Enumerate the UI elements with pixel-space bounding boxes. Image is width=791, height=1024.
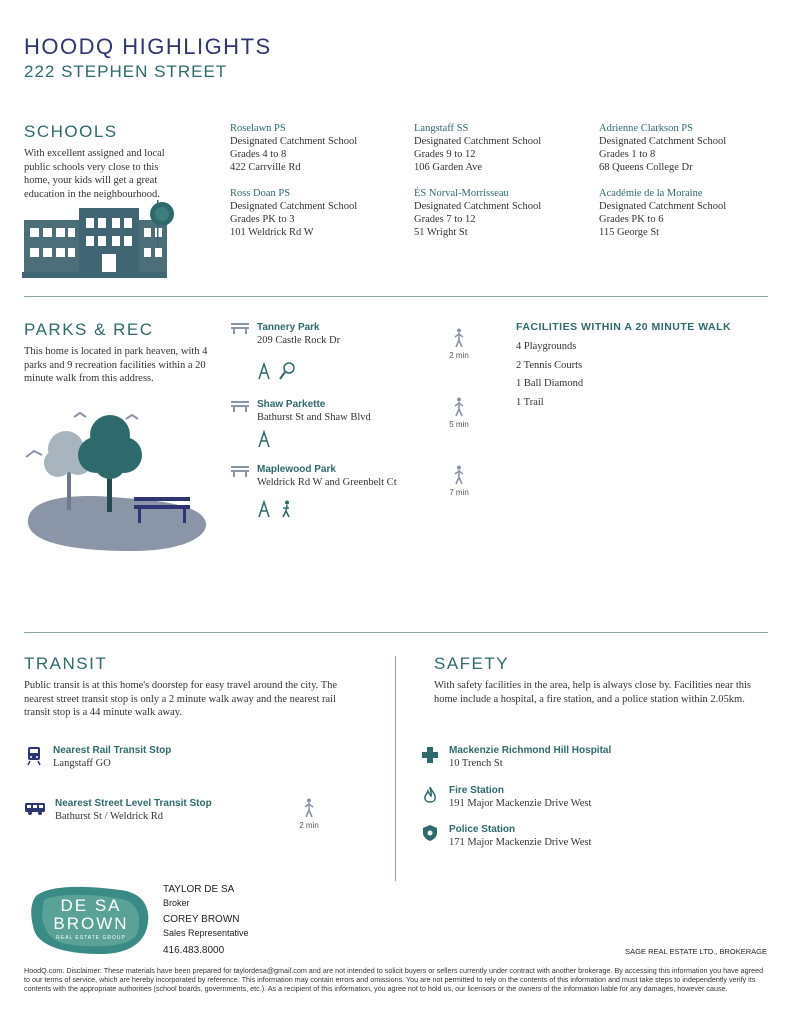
police-badge-icon [423,825,437,841]
brokerage-name: SAGE REAL ESTATE LTD., BROKERAGE [625,947,767,956]
park-address: Bathurst St and Shaw Blvd [257,412,371,423]
school-grades: Grades 9 to 12 [414,149,476,160]
school-address: 68 Queens College Dr [599,162,693,173]
school-building-icon [22,200,182,280]
school-type: Designated Catchment School [599,136,727,147]
agent1-role: Broker [163,898,190,908]
school-card [230,122,400,174]
agent2-name: COREY BROWN [163,914,240,925]
playground-icon [257,362,271,380]
playground-icon [257,430,271,448]
school-address: 101 Weldrick Rd W [230,227,314,238]
bus-icon [25,803,45,815]
park-address: Weldrick Rd W and Greenbelt Ct [257,477,397,488]
school-address: 115 George St [599,227,660,238]
school-card [599,122,769,174]
logo-line1: DE SA [60,896,122,915]
section-divider [24,632,768,633]
transit-intro: Public transit is at this home's doorstep for easy travel around the city. The nearest street transit stop is only a 2 minute walk away and the nearest rail transit stop is a 44 minute walk away. [24,680,338,718]
school-address: 422 Carrville Rd [230,162,301,173]
safety-intro: With safety facilities in the area, help is always close by. Facilities near this home include a hospital, a fire station, and a police station within 2.05km. [434,680,752,705]
facility-item: 2 Tennis Courts [516,360,583,371]
school-card [414,187,584,239]
park-name: Tannery Park [257,322,320,333]
street-transit-value: Bathurst St / Weldrick Rd [55,811,164,822]
fire-icon [424,787,436,804]
school-address: 51 Wright St [414,227,468,238]
school-grades: Grades 7 to 12 [414,214,476,225]
school-type: Designated Catchment School [230,136,358,147]
walking-icon [303,798,315,818]
school-name: Langstaff SS [414,123,469,134]
walking-icon [453,328,465,348]
trail-icon [280,500,292,518]
transit-heading: TRANSIT [24,654,108,673]
facility-item: 1 Ball Diamond [516,378,584,389]
parks-intro: This home is located in park heaven, with 4 parks and 9 recreation facilities within a 20 minute walk from this address. [24,346,208,384]
school-grades: Grades 4 to 8 [230,149,287,160]
street-transit-label: Nearest Street Level Transit Stop [55,798,212,809]
property-address: 222 STEPHEN STREET [24,62,228,81]
safety-heading: SAFETY [434,654,510,673]
bench-icon [231,322,249,334]
police-station-address: 171 Major Mackenzie Drive West [449,837,592,848]
park-illustration-icon [22,405,212,555]
walk-time: 2 min [299,821,319,830]
park-name: Maplewood Park [257,464,336,475]
agent1-name: TAYLOR DE SA [163,884,235,895]
facility-item: 1 Trail [516,397,544,408]
walk-time: 5 min [449,420,469,429]
school-card [414,122,584,174]
police-station-name: Police Station [449,824,516,835]
school-name: ÉS Norval-Morrisseau [414,188,509,199]
logo-line2: BROWN [53,914,129,933]
bench-icon [231,465,249,477]
parks-heading: PARKS & REC [24,320,154,339]
rail-label: Nearest Rail Transit Stop [53,745,172,756]
phone-number[interactable]: 416.483.8000 [163,945,225,956]
hospital-name: Mackenzie Richmond Hill Hospital [449,745,612,756]
school-type: Designated Catchment School [414,136,542,147]
section-divider [24,296,768,297]
disclaimer: HoodQ.com. Disclaimer: These materials have been prepared for taylordesa@gmail.com and are not intended to solicit buyers or sellers currently under contract with another brokerage. By accessing this information you have agreed to our terms of service, which are hereby incorporated by reference. This information may contain errors and omissions. You are not permitted to rely on the contents of this information and must take steps to independently verify its contents with the appropriate authorities (school boards, governments, etc.). As a recipient of this information, you agree not to hold us, our licensors or the owners of the information liable for any damages, however cause. [24,966,764,993]
hospital-cross-icon [422,747,438,763]
park-address: 209 Castle Rock Dr [257,335,341,346]
school-type: Designated Catchment School [230,201,358,212]
train-icon [27,746,41,766]
park-name: Shaw Parkette [257,399,326,410]
walk-time: 2 min [449,351,469,360]
column-divider [395,656,396,881]
school-name: Roselawn PS [230,123,286,134]
school-name: Adrienne Clarkson PS [599,123,693,134]
playground-icon [257,500,271,518]
school-type: Designated Catchment School [414,201,542,212]
page-title: HOODQ HIGHLIGHTS [24,34,272,59]
tennis-icon [278,362,296,380]
school-type: Designated Catchment School [599,201,727,212]
fire-station-name: Fire Station [449,785,505,796]
schools-intro: With excellent assigned and local public schools very close to this home, your kids will get a great education in the neighbourhood. [24,148,165,200]
bench-icon [231,400,249,412]
school-name: Ross Doan PS [230,188,291,199]
agent2-role: Sales Representative [163,928,249,938]
fire-station-address: 191 Major Mackenzie Drive West [449,798,592,809]
walking-icon [453,397,465,417]
facility-item: 4 Playgrounds [516,341,577,352]
rail-value: Langstaff GO [53,758,111,769]
school-name: Académie de la Moraine [599,188,703,199]
logo-tag: REAL ESTATE GROUP [56,935,126,941]
school-card [230,187,400,239]
school-grades: Grades PK to 6 [599,214,664,225]
school-address: 106 Garden Ave [414,162,483,173]
facilities-heading: FACILITIES WITHIN A 20 MINUTE WALK [516,321,732,333]
brokerage-logo [30,882,152,956]
school-card [599,187,769,239]
schools-heading: SCHOOLS [24,122,118,141]
hospital-address: 10 Trench St [449,758,503,769]
school-grades: Grades 1 to 8 [599,149,656,160]
school-grades: Grades PK to 3 [230,214,295,225]
walking-icon [453,465,465,485]
walk-time: 7 min [449,488,469,497]
